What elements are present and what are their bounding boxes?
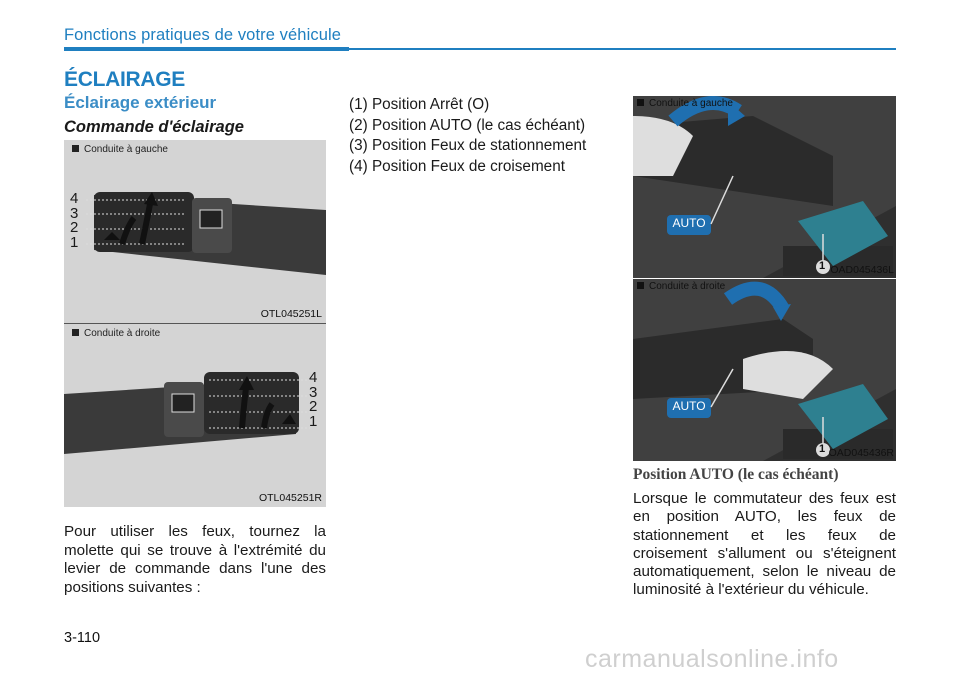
auto-text: Lorsque le commutateur des feux est en position AUTO, les feux de stationnement et les feux de croisement s'allument ou s'éteignent automatiquement, selon le niveau de luminosité à l'extérieur du véhicule. (633, 490, 896, 599)
list-item: (1) Position Arrêt (O) (349, 96, 490, 113)
position-label-3: 3 (70, 204, 79, 222)
position-label-1: 1 (70, 233, 79, 251)
position-label-2: 2 (309, 398, 318, 415)
positions-list (349, 95, 586, 177)
list-item: (3) Position Feux de stationnement (349, 137, 587, 154)
figure-caption: Conduite à droite (637, 281, 725, 292)
stalk-illustration (64, 324, 326, 507)
figure-lhd-photo (633, 96, 896, 278)
body-text: Pour utiliser les feux, tournez la molette qui se trouve à l'extrémité du levier de commande dans l'une des positions suivantes : (64, 523, 326, 596)
figure-code: OTL045251R (258, 492, 322, 504)
figure-code: OTL045251L (260, 308, 322, 320)
header-title: Fonctions pratiques de votre véhicule (64, 26, 342, 44)
header-rule-light (349, 48, 896, 50)
figure-caption: Conduite à gauche (72, 144, 168, 155)
figure-lhd-stalk (64, 140, 326, 323)
position-label-1: 1 (309, 412, 318, 430)
list-item: (2) Position AUTO (le cas échéant) (349, 116, 586, 134)
stalk-photo-illustration (633, 96, 896, 278)
callout-number: 1 (819, 260, 826, 272)
stalk-photo-illustration (633, 279, 896, 461)
header-rule-dark (64, 47, 349, 51)
figure-rhd-stalk (64, 324, 326, 507)
figure-code: OAD045436R (828, 447, 894, 459)
position-label-4: 4 (70, 190, 79, 207)
figure-code: OAD045436L (830, 264, 894, 276)
page-number: 3-110 (64, 630, 101, 646)
auto-badge: AUTO (672, 399, 706, 413)
callout-number: 1 (819, 443, 826, 455)
watermark: carmanualsonline.info (585, 645, 839, 673)
section-title: ÉCLAIRAGE (64, 68, 185, 91)
figure-caption: Conduite à droite (72, 328, 160, 339)
position-label-3: 3 (309, 383, 318, 401)
figure-rhd-photo (633, 279, 896, 461)
figure-caption: Conduite à gauche (637, 98, 733, 109)
list-item: (4) Position Feux de croisement (349, 157, 565, 175)
position-label-4: 4 (309, 369, 318, 386)
position-label-2: 2 (70, 219, 79, 236)
subsubsection-title: Commande d'éclairage (64, 118, 244, 136)
auto-heading: Position AUTO (le cas échéant) (633, 466, 839, 483)
auto-badge: AUTO (672, 216, 706, 230)
stalk-illustration (64, 140, 326, 323)
subsection-title: Éclairage extérieur (64, 93, 217, 112)
